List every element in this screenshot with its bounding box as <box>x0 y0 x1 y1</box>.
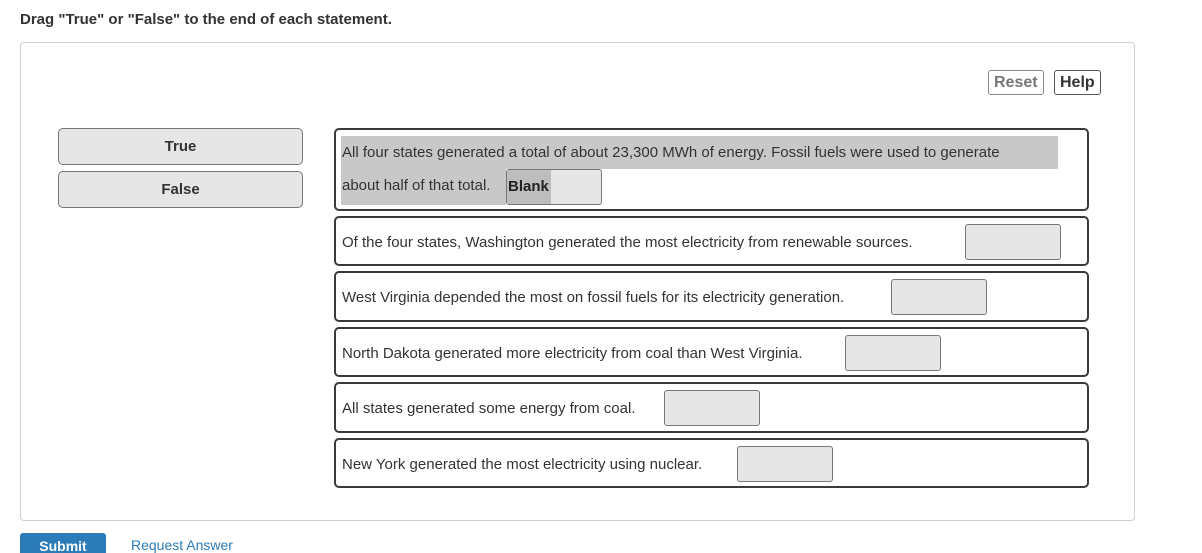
statement-1-text-line1: All four states generated a total of about 23,300 MWh of energy. Fossil fuels were used to generate <box>342 144 1000 161</box>
submit-button[interactable]: Submit <box>20 533 106 553</box>
statement-1 <box>334 128 1089 211</box>
instructions-text: Drag "True" or "False" to the end of each statement. <box>20 11 392 28</box>
statement-6-text: New York generated the most electricity using nuclear. <box>342 456 703 473</box>
statement-2 <box>334 216 1089 266</box>
help-button[interactable]: Help <box>1054 70 1101 95</box>
statement-5 <box>334 382 1089 433</box>
option-true-chip[interactable]: True <box>58 128 303 165</box>
statement-6-drop-target[interactable] <box>737 446 833 482</box>
statement-3 <box>334 271 1089 322</box>
statement-2-text: Of the four states, Washington generated the most electricity from renewable sources. <box>342 234 913 251</box>
statement-1-drop-target[interactable] <box>506 169 602 205</box>
statement-3-text: West Virginia depended the most on fossil fuels for its electricity generation. <box>342 289 845 306</box>
option-false-chip[interactable]: False <box>58 171 303 208</box>
statement-5-drop-target[interactable] <box>664 390 760 426</box>
statement-4-drop-target[interactable] <box>845 335 941 371</box>
statement-4-text: North Dakota generated more electricity from coal than West Virginia. <box>342 345 803 362</box>
blank-label: Blank <box>508 178 549 195</box>
statement-5-text: All states generated some energy from coal. <box>342 400 636 417</box>
statement-4 <box>334 327 1089 377</box>
statement-3-drop-target[interactable] <box>891 279 987 315</box>
statement-2-drop-target[interactable] <box>965 224 1061 260</box>
reset-button[interactable]: Reset <box>988 70 1044 95</box>
request-answer-link[interactable]: Request Answer <box>131 537 233 553</box>
statement-6 <box>334 438 1089 488</box>
statement-1-text-line2: about half of that total. <box>342 177 491 194</box>
